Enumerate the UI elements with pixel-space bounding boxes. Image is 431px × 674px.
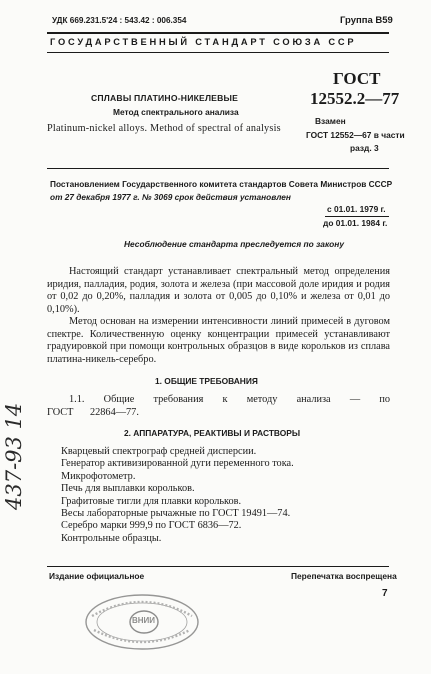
equipment-item: Микрофотометр.: [61, 470, 136, 482]
footer-rule: [47, 566, 389, 567]
replaces-label: Взамен: [315, 116, 346, 126]
title-ru: СПЛАВЫ ПЛАТИНО-НИКЕЛЕВЫЕ: [91, 93, 239, 103]
equipment-item: Кварцевый спектрограф средней дисперсии.: [61, 446, 257, 457]
page-number: 7: [382, 588, 388, 599]
equipment-list: [61, 446, 294, 545]
intro-paragraph-2: [47, 316, 390, 366]
intro-paragraph-1-text: Настоящий стандарт устанавливает спектральный метод определения иридия, палладия, родия, золота и железа (при массовой доле иридия и родия от 0,02 до 0,20%, палладия и золота от 0,005 до 0,10% и железа от 0,01 до 0,10%).: [47, 266, 390, 315]
decree-line-2: от 27 декабря 1977 г. № 3069 срок действия установлен: [50, 192, 291, 202]
title-en: Platinum-nickel alloys. Method of spectral of analysis: [47, 123, 281, 134]
title-rule: [47, 168, 389, 169]
standard-banner: ГОСУДАРСТВЕННЫЙ СТАНДАРТ СОЮЗА ССР: [50, 37, 357, 47]
validity-to: до 01.01. 1984 г.: [323, 218, 388, 228]
library-stamp: [82, 592, 202, 652]
validity-divider: [325, 216, 389, 217]
equipment-item: Печь для выплавки корольков.: [61, 483, 195, 495]
gost-label: ГОСТ: [333, 69, 381, 88]
validity-from: с 01.01. 1979 г.: [327, 204, 386, 214]
intro-paragraph-2-text: Метод основан на измерении интенсивности линий примесей в дуговом спектре. Количественную оценку концентрации примесей устанавливают градуировкой при помощи контрольных образцов в виде корольков из сплава платина-никель-серебро.: [47, 316, 390, 365]
stamp-center-text: ВНИИ: [132, 616, 156, 625]
legal-warning: Несоблюдение стандарта преследуется по закону: [124, 239, 345, 249]
equipment-item: Генератор активизированной дуги переменного тока.: [61, 458, 294, 470]
group-code: Группа В59: [340, 15, 393, 26]
replaces-section: разд. 3: [350, 143, 379, 153]
equipment-item: Серебро марки 999,9 по ГОСТ 6836—72.: [61, 520, 242, 532]
udc-code: УДК 669.231.5'24 : 543.42 : 006.354: [52, 16, 187, 25]
reprint-prohibited: Перепечатка воспрещена: [291, 571, 397, 581]
decree-line-1: Постановлением Государственного комитета стандартов Совета Министров СССР: [50, 179, 393, 189]
section-2-heading: 2. АППАРАТУРА, РЕАКТИВЫ И РАСТВОРЫ: [124, 428, 301, 438]
header-rule-top: [47, 32, 389, 34]
equipment-item: Графитовые тигли для плавки корольков.: [61, 495, 242, 507]
equipment-item: Контрольные образцы.: [61, 532, 162, 544]
section-1-heading: 1. ОБЩИЕ ТРЕБОВАНИЯ: [155, 376, 258, 386]
gost-number: 12552.2—77: [310, 89, 400, 108]
replaces-standard: ГОСТ 12552—67 в части: [306, 130, 405, 140]
intro-paragraph-1: [47, 266, 390, 316]
section-1-text-content: 1.1. Общие требования к методу анализа — по ГОСТ 22864—77.: [47, 394, 390, 418]
subtitle-ru: Метод спектрального анализа: [113, 107, 239, 117]
equipment-item: Весы лабораторные рычажные по ГОСТ 19491—74.: [61, 508, 291, 520]
header-rule-bottom: [47, 52, 389, 53]
handwritten-margin-note: 437-93 14: [2, 402, 26, 510]
section-1-text: [47, 394, 390, 419]
edition-official: Издание официальное: [49, 571, 145, 581]
